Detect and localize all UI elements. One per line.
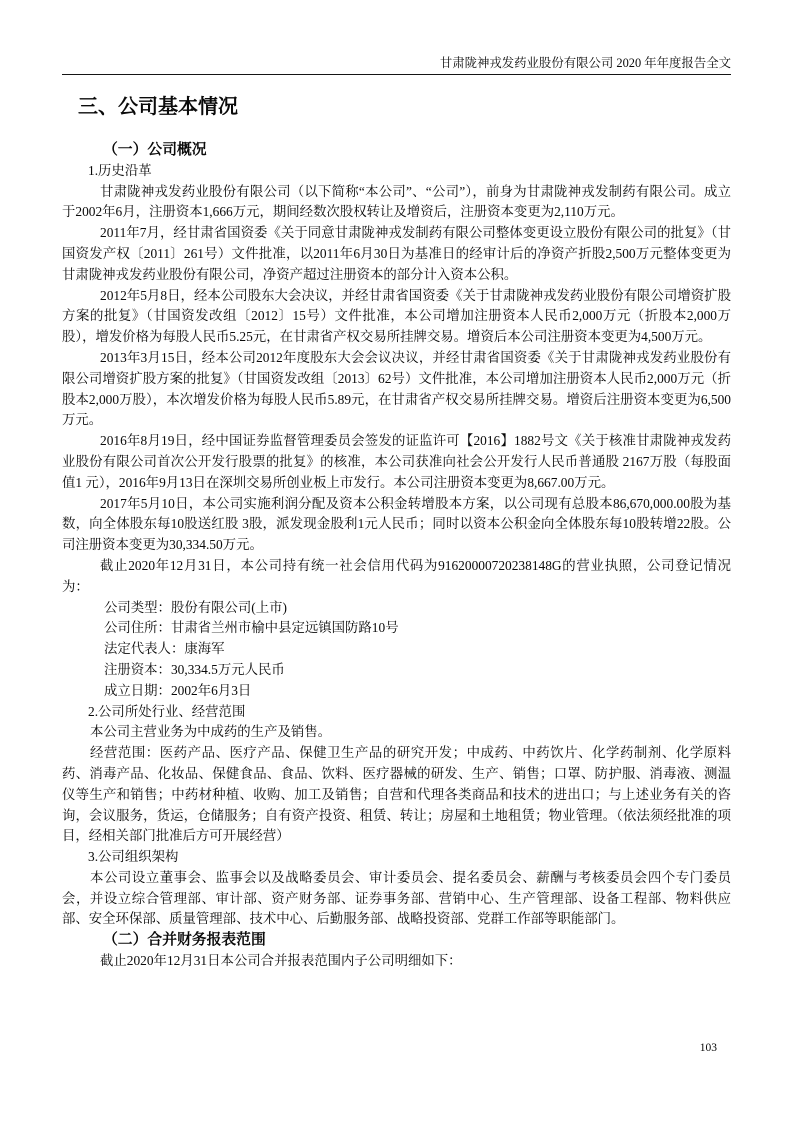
org-structure-text: 本公司设立董事会、监事会以及战略委员会、审计委员会、提名委员会、薪酬与考核委员会四个专门委员会，并设立综合管理部、审计部、资产财务部、证券事务部、营销中心、生产管理部、设备工程部、物料供应部、安全环保部、质量管理部、技术中心、后勤服务部、战略投资部、党群工作部等职能部门。 bbox=[62, 869, 731, 927]
history-paragraph-5: 2016年8月19日，经中国证券监督管理委员会签发的证监许可【2016】1882号文《关于核准甘肃陇神戎发药业股份有限公司首次公开发行股票的批复》的核准，本公司获准向社会公开发行人民币普通股 2167万股（每股面值1 元），2016年9月13日在深圳交易所创业板上市发行。本公司注册资本变更为8,667.00万元。 bbox=[62, 433, 731, 490]
history-paragraph-6: 2017年5月10日，本公司实施利润分配及资本公积金转增股本方案，以公司现有总股本86,670,000.00股为基数，向全体股东每10股送红股 3股，派发现金股利1元人民币；同时以资本公积金向全体股东每10股转增22股。公司注册资本变更为30,334.50万元。 bbox=[62, 495, 731, 553]
history-paragraph-2: 2011年7月，经甘肃省国资委《关于同意甘肃陇神戎发制药有限公司整体变更设立股份有限公司的批复》（甘国资发产权〔2011〕261号）文件批准，以2011年6月30日为基准日的经审计后的净资产折股2,500万元整体变更为甘肃陇神戎发药业股份有限公司，净资产超过注册资本的部分计入资本公积。 bbox=[62, 225, 731, 282]
report-header-title: 甘肃陇神戎发药业股份有限公司 2020 年年度报告全文 bbox=[439, 56, 731, 70]
history-heading: 1.历史沿革 bbox=[88, 162, 152, 178]
document-body bbox=[62, 97, 731, 972]
consolidation-scope-intro: 截止2020年12月31日本公司合并报表范围内子公司明细如下： bbox=[100, 953, 462, 969]
history-paragraph-4: 2013年3月15日，经本公司2012年度股东大会会议决议，并经甘肃省国资委《关于甘肃陇神戎发药业股份有限公司增资扩股方案的批复》（甘国资发改组〔2013〕62号）文件批准，本公司增加注册资本人民币2,000万元（折股本2,000万股），本次增发价格为每股人民币5.89元，在甘肃省产权交易所挂牌交易。增资后注册资本变更为6,500万元。 bbox=[62, 349, 731, 428]
org-structure-heading: 3.公司组织架构 bbox=[88, 849, 179, 865]
subsection-1-heading: （一）公司概况 bbox=[103, 142, 207, 158]
business-scope-text: 经营范围：医药产品、医疗产品、保健卫生产品的研究开发；中成药、中药饮片、化学药制剂、化学原料药、消毒产品、化妆品、保健食品、食品、饮料、医疗器械的研发、生产、销售；口罩、防护服、消毒液、测温仪等生产和销售；中药材种植、收购、加工及销售；自营和代理各类商品和技术的进出口；与上述业务有关的咨询，会议服务，货运，仓储服务；自有资产投资、租赁、转让；房屋和土地租赁；物业管理。（依法须经批准的项目，经相关部门批准后方可开展经营） bbox=[62, 745, 731, 844]
section-title: 三、公司基本情况 bbox=[78, 96, 238, 118]
main-business-text: 本公司主营业务为中成药的生产及销售。 bbox=[90, 724, 332, 740]
registration-line-registered-capital: 注册资本：30,334.5万元人民币 bbox=[104, 661, 285, 677]
history-paragraph-7: 截止2020年12月31日，本公司持有统一社会信用代码为91620000720238148G的营业执照，公司登记情况为： bbox=[62, 557, 731, 594]
industry-heading: 2.公司所处行业、经营范围 bbox=[88, 703, 246, 719]
page-number: 103 bbox=[699, 1042, 717, 1054]
registration-line-address: 公司住所：甘肃省兰州市榆中县定远镇国防路10号 bbox=[104, 620, 399, 636]
registration-line-founding-date: 成立日期：2002年6月3日 bbox=[104, 682, 252, 698]
history-paragraph-3: 2012年5月8日，经本公司股东大会决议，并经甘肃省国资委《关于甘肃陇神戎发药业股份有限公司增资扩股方案的批复》（甘国资发改组〔2012〕15号）文件批准，本公司增加注册资本人民币2,000万元（折股本2,000万股），增发价格为每股人民币5.25元，在甘肃省产权交易所挂牌交易。增资后本公司注册资本变更为4,500万元。 bbox=[62, 287, 731, 345]
header-rule bbox=[62, 74, 731, 75]
registration-line-legal-representative: 法定代表人：康海军 bbox=[104, 641, 225, 657]
history-paragraph-1: 甘肃陇神戎发药业股份有限公司（以下简称“本公司”、“公司”），前身为甘肃陇神戎发制药有限公司。成立于2002年6月，注册资本1,666万元，期间经数次股权转让及增资后，注册资本变更为2,110万元。 bbox=[62, 183, 731, 220]
registration-line-company-type: 公司类型：股份有限公司(上市) bbox=[104, 599, 287, 615]
subsection-2-heading: （二）合并财务报表范围 bbox=[103, 932, 266, 949]
